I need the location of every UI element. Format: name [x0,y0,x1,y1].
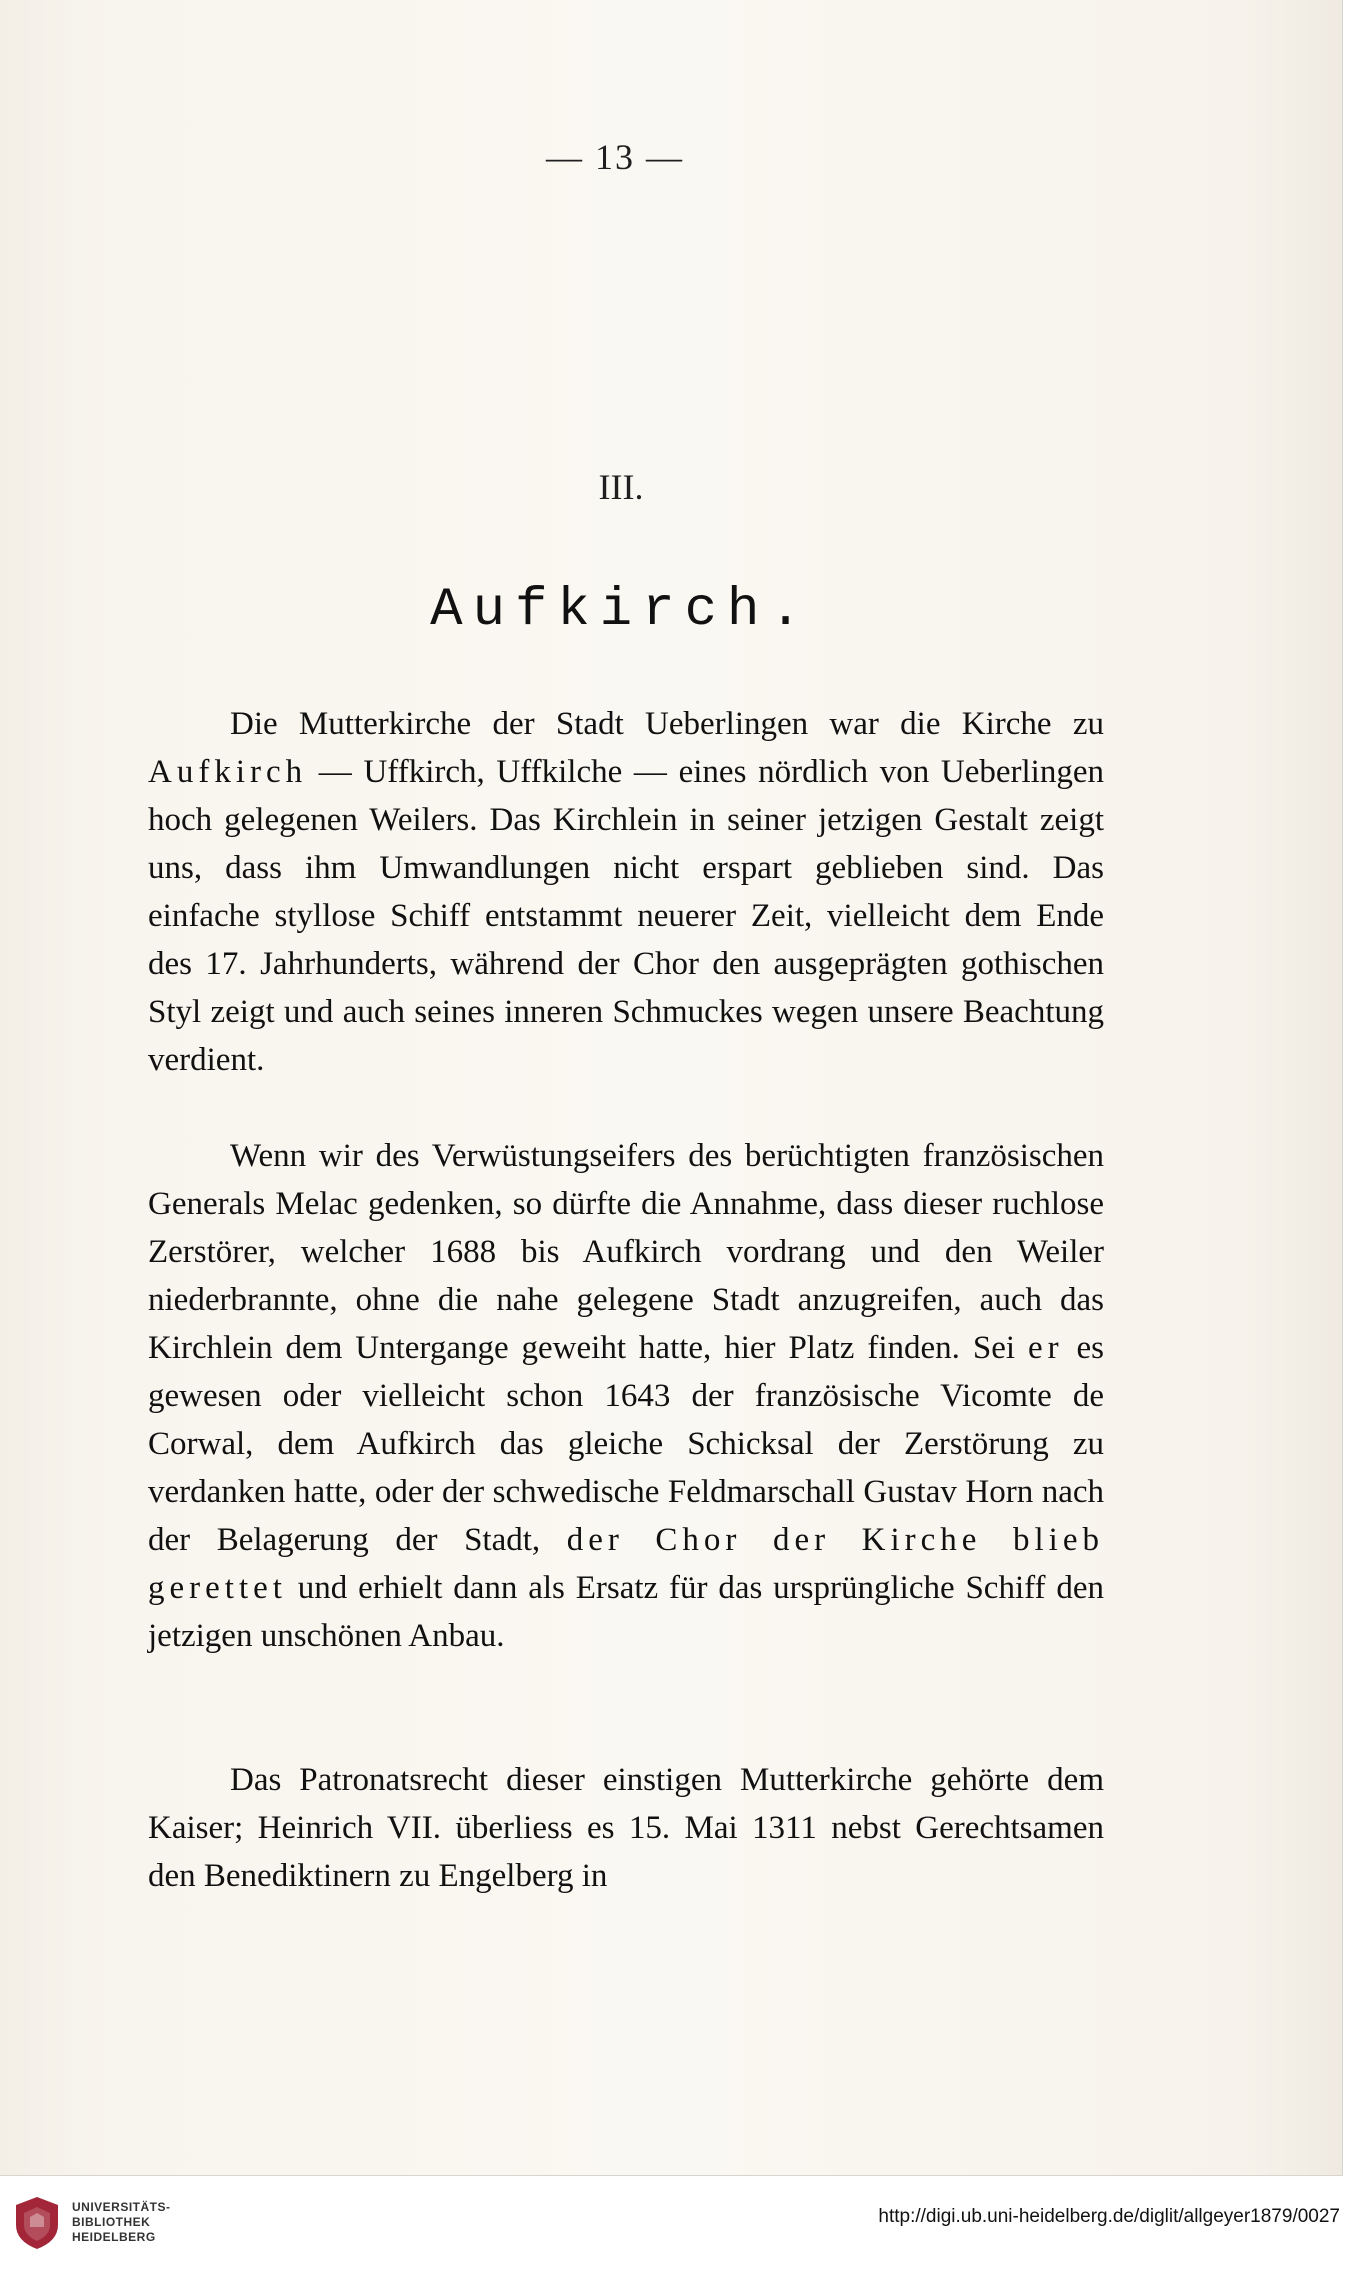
body-text-top [148,700,1104,1084]
chapter-title: Aufkirch. [430,580,812,641]
paragraph-1-text-a: Die Mutterkirche der Stadt Ueberlingen war die Kirche zu [230,706,1104,742]
library-name-line-3: HEIDELBERG [72,2230,156,2244]
library-logo [12,2195,182,2251]
paragraph-1-spaced-name: Aufkirch [148,754,308,790]
section-number: III. [598,467,644,507]
paragraph-3 [148,1756,1104,1900]
library-name-line-2: BIBLIOTHEK [72,2215,151,2229]
paragraph-2-text-c: es gewesen oder vielleicht schon 1643 der französische Vicomte de Corwal, dem Aufkirch das gleiche Schicksal der Zerstörung zu verdanken hatte, oder der schwedische Feldmarschall Gustav Horn nach der Belagerung der Stadt, [148,1330,1104,1558]
paragraph-2-text-a: Wenn wir des Verwüstungseifers des berüchtigten französischen Generals Melac gedenken, so dürfte die Annahme, dass dieser ruchlose Zerstörer, welcher 1688 bis Aufkirch vordrang und den Weiler niederbrannte, ohne die nahe gelegene Stadt anzugreifen, auch das Kirchlein dem Untergange geweiht hatte, hier Platz finden. Sei [148,1138,1104,1366]
library-seal-icon [12,2195,62,2251]
paragraph-2 [148,1132,1104,1660]
paragraph-1-text-c: — Uffkirch, Uffkilche — eines nördlich von Ueberlingen hoch gelegenen Weilers. Das Kirchlein in seiner jetzigen Gestalt zeigt uns, dass ihm Umwandlungen nicht erspart geblieben sind. Das einfache styllose Schiff entstammt neuerer Zeit, vielleicht dem Ende des 17. Jahrhunderts, während der Chor den ausgeprägten gothischen Styl zeigt und auch seines inneren Schmuckes wegen unsere Beachtung verdient. [148,754,1104,1078]
library-name-line-1: UNIVERSITÄTS- [72,2200,171,2214]
paragraph-3-text-a: Das Patronatsrecht dieser einstigen Mutterkirche gehörte dem Kaiser; Heinrich VII. überliess es 15. Mai 1311 nebst Gerechtsamen den Benediktinern zu Engelberg in [148,1762,1104,1894]
paragraph-2-spaced-phrase: der Chor der Kirche blieb gerettet [148,1522,1105,1606]
body-text-middle [148,1132,1104,1660]
paragraph-2-text-e: und erhielt dann als Ersatz für das ursprüngliche Schiff den jetzigen unschönen Anbau. [148,1570,1104,1654]
paragraph-2-spaced-er: er [1027,1330,1064,1366]
library-name [72,2200,171,2245]
page-number: — 13 — [546,137,684,177]
paragraph-1 [148,700,1104,1084]
source-url[interactable]: http://digi.ub.uni-heidelberg.de/diglit/allgeyer1879/0027 [878,2206,1340,2227]
body-text-bottom [148,1756,1104,1900]
